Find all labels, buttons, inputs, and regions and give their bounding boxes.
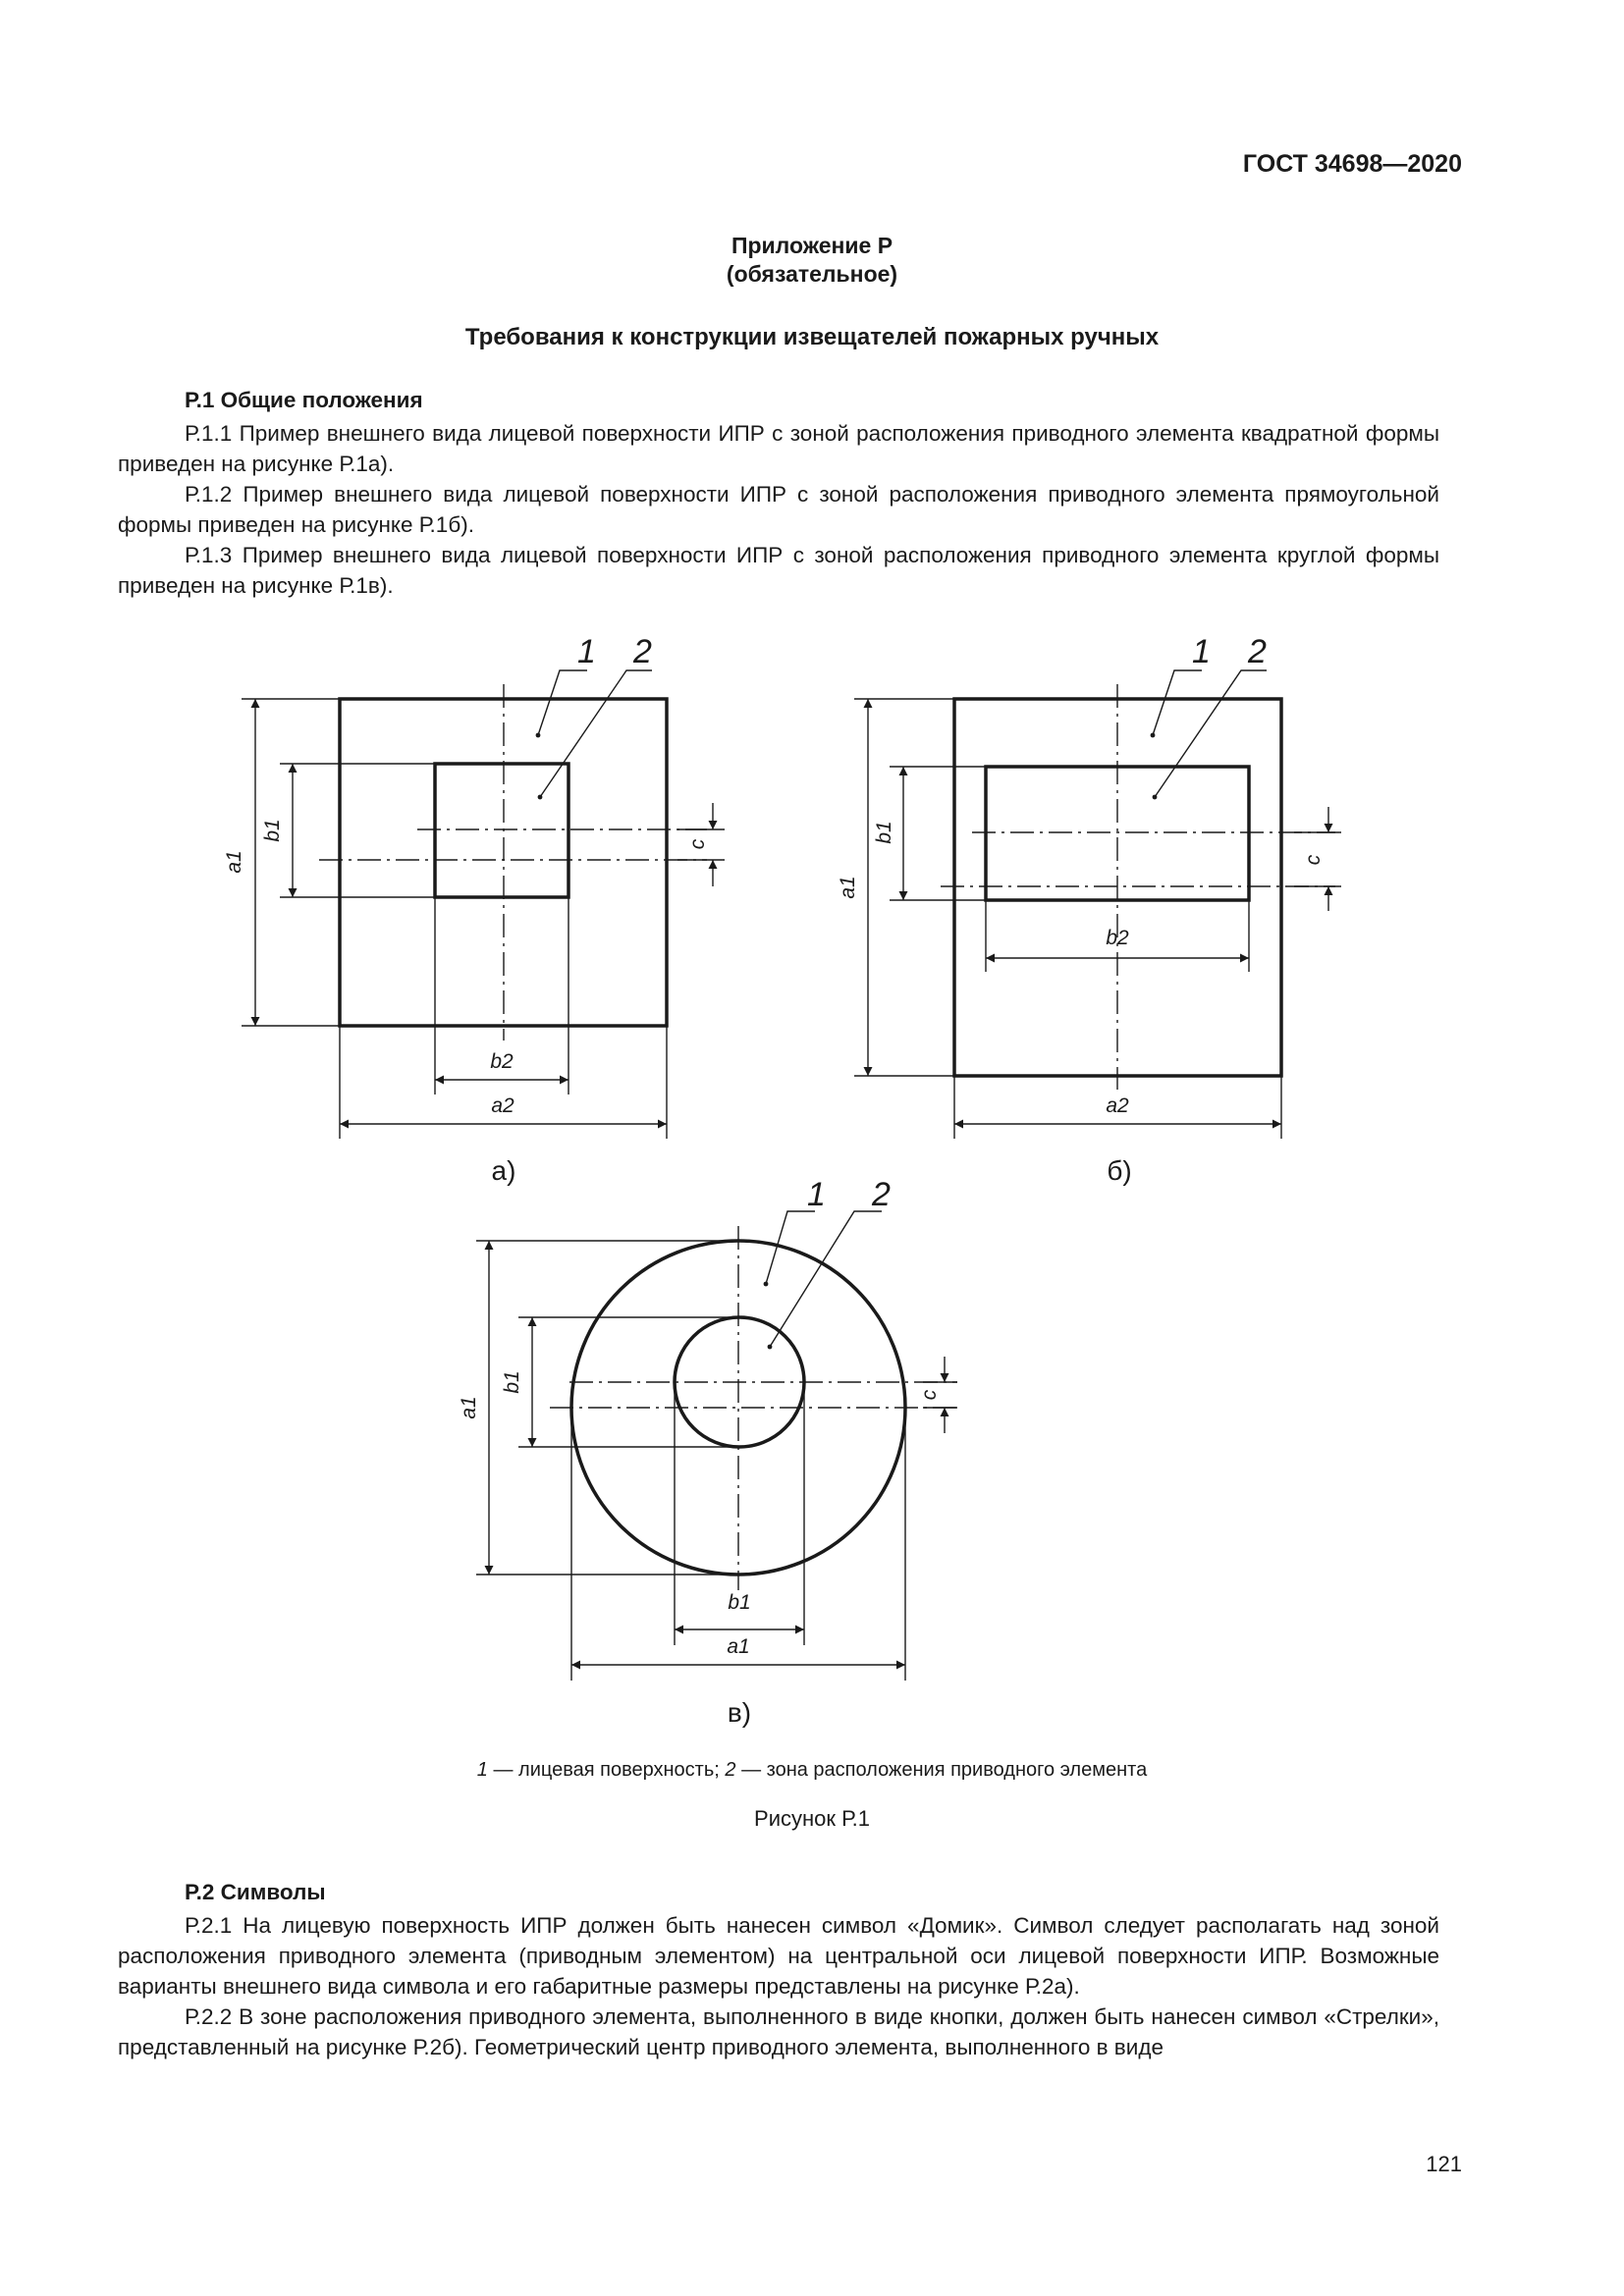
annex-title: Приложение Р [731, 233, 893, 258]
subfigure-label-c: в) [727, 1697, 752, 1728]
legend-text: — лицевая поверхность; [487, 1759, 726, 1781]
legend-number: 2 [725, 1759, 736, 1781]
paragraph: Р.2.2 В зоне расположения приводного элемента, выполненного в виде кнопки, должен быть нанесен символ «Стрелки», представленный на рисунке Р.2б). Геометрический центр приводного элемента, выполненного в виде [118, 2004, 1439, 2059]
label-a1-horizontal: a1 [727, 1635, 750, 1658]
figure-a [242, 670, 725, 1139]
label-c: c [1302, 854, 1325, 866]
section-heading: Р.2 Символы [185, 1880, 326, 1904]
paragraph: Р.1.3 Пример внешнего вида лицевой поверхности ИПР с зоной расположения приводного элемента круглой формы приведен на рисунке Р.1в). [118, 543, 1439, 598]
callout-1: 1 [1192, 633, 1211, 670]
label-b2: b2 [490, 1050, 514, 1073]
label-a1: a1 [837, 876, 859, 899]
legend-number: 1 [476, 1759, 488, 1781]
figure-c [476, 1211, 957, 1681]
label-a2: a2 [1106, 1095, 1129, 1117]
label-a1: a1 [223, 850, 245, 874]
standard-number: ГОСТ 34698—2020 [1242, 150, 1462, 178]
label-a2: a2 [491, 1095, 514, 1117]
figure-legend [0, 1759, 1624, 1782]
legend-text: — зона расположения приводного элемента [735, 1759, 1148, 1781]
callout-1: 1 [807, 1176, 826, 1213]
paragraph: Р.2.1 На лицевую поверхность ИПР должен быть нанесен символ «Домик». Символ следует располагать над зоной расположения приводного элемента (приводным элементом) на центральной оси лицевой поверхности ИПР. Возможные варианты внешнего вида символа и его габаритные размеры представлены на рисунке Р.2а). [118, 1913, 1439, 1999]
section-p2 [118, 1877, 1439, 2062]
label-b1: b1 [873, 821, 895, 844]
label-b1-horizontal: b1 [728, 1591, 751, 1614]
label-b1: b1 [501, 1370, 523, 1394]
subfigure-label-a: а) [491, 1155, 516, 1186]
paragraph: Р.1.1 Пример внешнего вида лицевой поверхности ИПР с зоной расположения приводного элемента квадратной формы приведен на рисунке Р.1а). [118, 421, 1439, 476]
annex-status: (обязательное) [726, 261, 898, 287]
label-a1: a1 [458, 1396, 480, 1419]
callout-2: 2 [872, 1176, 891, 1213]
subfigure-label-b: б) [1107, 1155, 1132, 1186]
paragraph: Р.1.2 Пример внешнего вида лицевой поверхности ИПР с зоной расположения приводного элемента прямоугольной формы приведен на рисунке Р.1б). [118, 482, 1439, 537]
label-c: c [686, 838, 709, 850]
label-b2: b2 [1106, 927, 1129, 949]
page-number: 121 [1426, 2152, 1462, 2176]
callout-2: 2 [633, 633, 652, 670]
section-title: Требования к конструкции извещателей пожарных ручных [464, 324, 1160, 350]
outer-square [340, 699, 667, 1026]
figure-caption: Рисунок Р.1 [754, 1806, 870, 1831]
section-heading: Р.1 Общие положения [185, 388, 423, 412]
callout-2: 2 [1248, 633, 1267, 670]
label-b1: b1 [261, 819, 284, 842]
callout-1: 1 [577, 633, 596, 670]
figure-b [854, 670, 1341, 1139]
label-c: c [918, 1389, 941, 1401]
